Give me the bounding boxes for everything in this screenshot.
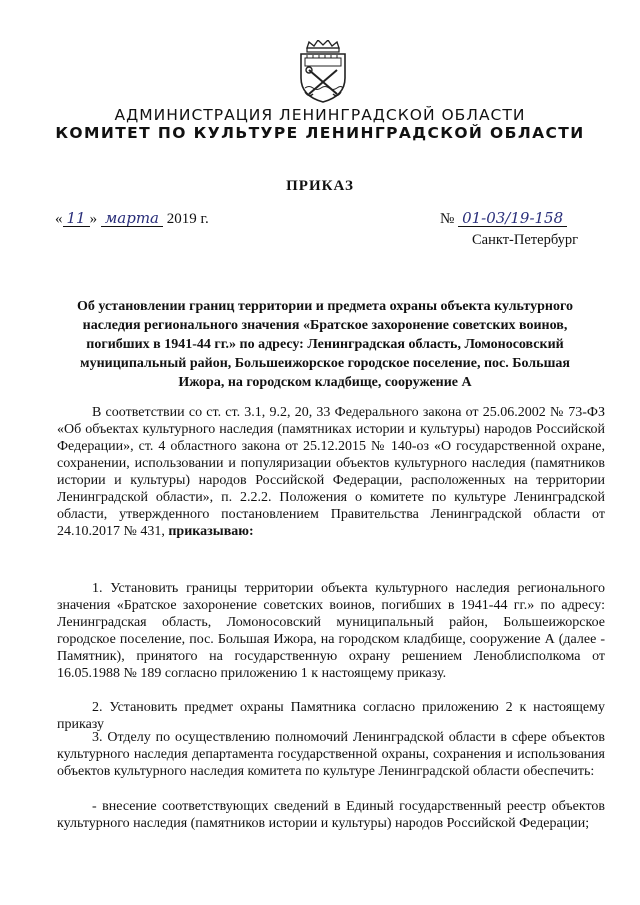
coat-of-arms-icon — [295, 40, 351, 104]
document-type: ПРИКАЗ — [286, 178, 354, 194]
date-quote-close: » — [89, 211, 98, 227]
item-1-paragraph: 1. Установить границы территории объекта культурного наследия регионального значения «Братское захоронение советских воинов, погибших в 1941-44 гг.» по адресу: Ленинградская область, Ломоносовский муниципальный район, Большеижорское городское поселение, пос. Большая Ижора, на городском кладбище, сооружение А (далее - Памятник), принятого на государственную охрану решением Леноблисполкома от 16.05.1988 № 189 согласно приложению 1 к настоящему приказу. — [57, 581, 605, 681]
org-name-administration: АДМИНИСТРАЦИЯ ЛЕНИНГРАДСКОЙ ОБЛАСТИ — [114, 106, 526, 124]
number-value: 01-03/19-158 — [458, 211, 567, 227]
date-year: 2019 г. — [166, 211, 209, 227]
item-2-paragraph: 2. Установить предмет охраны Памятника согласно приложению 2 к настоящему приказу — [57, 700, 605, 732]
document-city: Санкт-Петербург — [472, 232, 579, 248]
org-name-committee: КОМИТЕТ ПО КУЛЬТУРЕ ЛЕНИНГРАДСКОЙ ОБЛАСТИ — [55, 124, 585, 142]
item-3-subitem-1: - внесение соответствующих сведений в Единый государственный реестр объектов культурного наследия (памятников истории и культуры) народов Российской Федерации; — [57, 799, 605, 831]
document-number — [440, 211, 567, 228]
date-day: 11 — [63, 211, 90, 227]
date-month: марта — [101, 211, 163, 227]
command-word: приказываю: — [168, 524, 254, 539]
preamble-paragraph — [57, 404, 605, 540]
document-title: Об установлении границ территории и предмета охраны объекта культурного наследия регионального значения «Братское захоронение советских воинов, погибших в 1941-44 гг.» по адресу: Ленинградская область, Ломоносовский муниципальный район, Большеижорское городское поселение, пос. Большая Ижора, на городском кладбище, сооружение А — [77, 299, 573, 390]
date-quote-open: « — [55, 211, 63, 227]
preamble-text: В соответствии со ст. ст. 3.1, 9.2, 20, 33 Федерального закона от 25.06.2002 № 73-ФЗ «Об объектах культурного наследия (памятниках истории и культуры) народов Российской Федерации», ст. 4 областного закона от 25.12.2015 № 140-оз «О государственной охране, сохранении, использовании и популяризации объектов культурного наследия (памятников истории и культуры) народов Российской Федерации, расположенных на территории Ленинградской области», п. 2.2.2. Положения о комитете по культуре Ленинградской области, утвержденного постановлением Правительства Ленинградской области от 24.10.2017 № 431, — [57, 405, 605, 539]
document-date — [55, 211, 209, 228]
item-3-paragraph: 3. Отделу по осуществлению полномочий Ленинградской области в сфере объектов культурного наследия департамента государственной охраны, сохранения и использования объектов культурного наследия комитета по культуре Ленинградской области обеспечить: — [57, 730, 605, 779]
number-label: № — [440, 211, 455, 227]
